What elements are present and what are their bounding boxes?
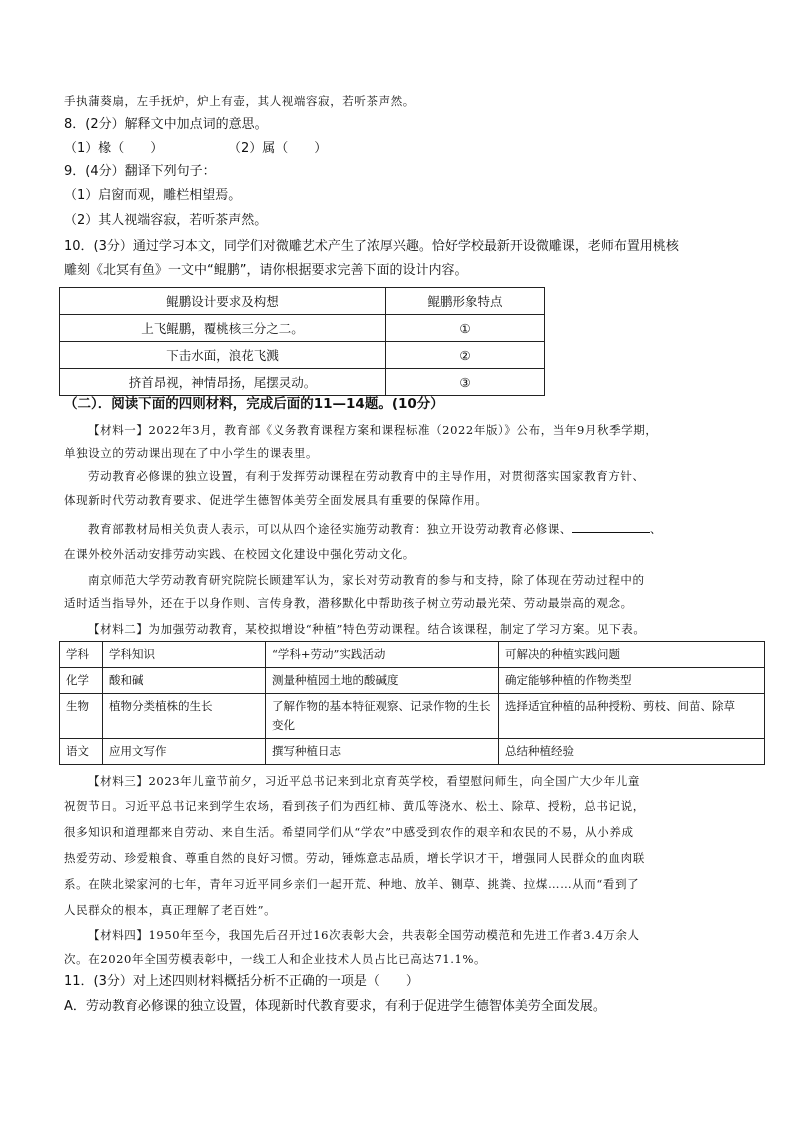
material-4-line-2: 次。在2020年全国劳模表彰中，一线工人和企业技术人员占比已高达71.1%。 xyxy=(64,952,487,966)
table-cell: 测量种植园土地的酸碱度 xyxy=(266,668,499,694)
material-3-line: 【材料三】2023年儿童节前夕，习近平总书记来到北京育英学校，看望慰问师生，向全国广大少年儿童 xyxy=(88,774,640,788)
table-row xyxy=(60,342,545,369)
table-cell: 总结种植经验 xyxy=(499,739,765,765)
table-row xyxy=(60,694,765,739)
question-8-part-1: （1）椽（ ） xyxy=(64,141,164,156)
question-10-stem-line-1: 10．(3分）通过学习本文，同学们对微雕艺术产生了浓厚兴趣。恰好学校最新开设微雕课，老师布置用桃核 xyxy=(64,239,679,254)
fill-in-blank[interactable] xyxy=(572,520,650,533)
material-1-p4-line-1: 南京师范大学劳动教育研究院院长顾建军认为，家长对劳动教育的参与和支持，除了体现在劳动过程中的 xyxy=(88,573,645,587)
table-cell: 生物 xyxy=(60,694,103,739)
table-header-cell: “学科+劳动”实践活动 xyxy=(266,642,499,668)
question-11-stem: 11．(3分）对上述四则材料概括分析不正确的一项是（ ） xyxy=(64,974,419,989)
material-1-p3-text: 教育部教材局相关负责人表示，可以从四个途径实施劳动教育：独立开设劳动教育必修课、 xyxy=(88,522,572,536)
planting-course-table xyxy=(59,641,765,765)
table-row xyxy=(60,369,545,396)
table-row xyxy=(60,668,765,694)
table-row xyxy=(60,315,545,342)
section-2-title: （二）．阅读下面的四则材料，完成后面的11—14题。(10分） xyxy=(64,396,444,412)
table-cell: 了解作物的基本特征观察、记录作物的生长变化 xyxy=(266,694,499,739)
table-cell: 植物分类植株的生长 xyxy=(103,694,266,739)
material-1-p3-line-2: 在课外校外活动安排劳动实践、在校园文化建设中强化劳动文化。 xyxy=(64,547,415,561)
question-8-part-2: （2）属（ ） xyxy=(228,141,328,156)
passage-tail: 手执蒲葵扇，左手抚炉，炉上有壶，其人视端容寂，若听茶声然。 xyxy=(64,94,415,108)
material-1-p1-line-2: 单独设立的劳动课出现在了中小学生的课表里。 xyxy=(64,446,319,460)
table-header-cell: 鲲鹏设计要求及构想 xyxy=(60,288,386,315)
question-9-sentence-1: （1）启窗而观，雕栏相望焉。 xyxy=(64,188,242,203)
answer-blank-cell[interactable]: ② xyxy=(386,342,545,369)
table-cell: 选择适宜种植的品种授粉、剪枝、间苗、除草 xyxy=(499,694,765,739)
material-1-p2-line-1: 劳动教育必修课的独立设置，有利于发挥劳动课程在劳动教育中的主导作用，对贯彻落实国家教育方针、 xyxy=(88,469,645,483)
question-9-stem: 9．(4分）翻译下列句子： xyxy=(64,164,216,179)
answer-blank-cell[interactable]: ① xyxy=(386,315,545,342)
table-cell: 酸和碱 xyxy=(103,668,266,694)
material-3-line: 热爱劳动、珍爱粮食、尊重自然的良好习惯。劳动，锤炼意志品质，增长学识才干，增强同人民群众的血肉联 xyxy=(64,851,645,865)
table-header-cell: 可解决的种植实践问题 xyxy=(499,642,765,668)
material-2-intro: 【材料二】为加强劳动教育，某校拟增设“种植”特色劳动课程。结合该课程，制定了学习方案。见下表。 xyxy=(88,622,646,636)
table-cell: 语文 xyxy=(60,739,103,765)
material-3-line: 很多知识和道理都来自劳动、来自生活。希望同学们从“学农”中感受到农作的艰辛和农民的不易，从小养成 xyxy=(64,825,634,839)
table-cell: 撰写种植日志 xyxy=(266,739,499,765)
table-cell: 下击水面，浪花飞溅 xyxy=(60,342,386,369)
material-1-p2-line-2: 体现新时代劳动教育要求、促进学生德智体美劳全面发展具有重要的保障作用。 xyxy=(64,493,488,507)
table-header-row xyxy=(60,642,765,668)
table-cell: 化学 xyxy=(60,668,103,694)
table-row xyxy=(60,739,765,765)
kunpeng-design-table xyxy=(59,287,545,396)
table-cell: 应用文写作 xyxy=(103,739,266,765)
table-header-row xyxy=(60,288,545,315)
answer-blank-cell[interactable]: ③ xyxy=(386,369,545,396)
material-1-p4-line-2: 适时适当指导外，还在于以身作则、言传身教，潜移默化中帮助孩子树立劳动最光荣、劳动最崇高的观念。 xyxy=(64,596,633,610)
material-4-line-1: 【材料四】1950年至今，我国先后召开过16次表彰大会，共表彰全国劳动模范和先进工作者3.4万余人 xyxy=(88,928,640,942)
material-1-p3-line-1 xyxy=(88,520,662,538)
table-cell: 上飞鲲鹏，覆桃核三分之二。 xyxy=(60,315,386,342)
material-1-p3-end: 、 xyxy=(650,522,663,536)
question-9-sentence-2: （2）其人视端容寂，若听茶声然。 xyxy=(64,213,268,228)
question-10-stem-line-2: 雕刻《北冥有鱼》一文中“鲲鹏”，请你根据要求完善下面的设计内容。 xyxy=(64,263,468,278)
material-3-line: 人民群众的根本，真正理解了老百姓”。 xyxy=(64,903,277,917)
table-header-cell: 学科 xyxy=(60,642,103,668)
material-3-line: 祝贺节日。习近平总书记来到学生农场，看到孩子们为西红柿、黄瓜等浇水、松土、除草、授粉，总书记说， xyxy=(64,799,645,813)
table-header-cell: 鲲鹏形象特点 xyxy=(386,288,545,315)
question-8-stem: 8．(2分）解释文中加点词的意思。 xyxy=(64,117,268,132)
table-cell: 确定能够种植的作物类型 xyxy=(499,668,765,694)
material-3-line: 系。在陕北梁家河的七年，青年习近平同乡亲们一起开荒、种地、放羊、铡草、挑粪、拉煤……从而“看到了 xyxy=(64,877,640,891)
question-11-option-a[interactable]: A．劳动教育必修课的独立设置，体现新时代教育要求，有利于促进学生德智体美劳全面发展。 xyxy=(64,999,606,1014)
table-header-cell: 学科知识 xyxy=(103,642,266,668)
material-1-p1-line-1: 【材料一】2022年3月，教育部《义务教育课程方案和课程标准（2022年版）》公布，当年9月秋季学期， xyxy=(88,423,658,437)
table-cell: 挤首昂视，神情昂扬，尾摆灵动。 xyxy=(60,369,386,396)
